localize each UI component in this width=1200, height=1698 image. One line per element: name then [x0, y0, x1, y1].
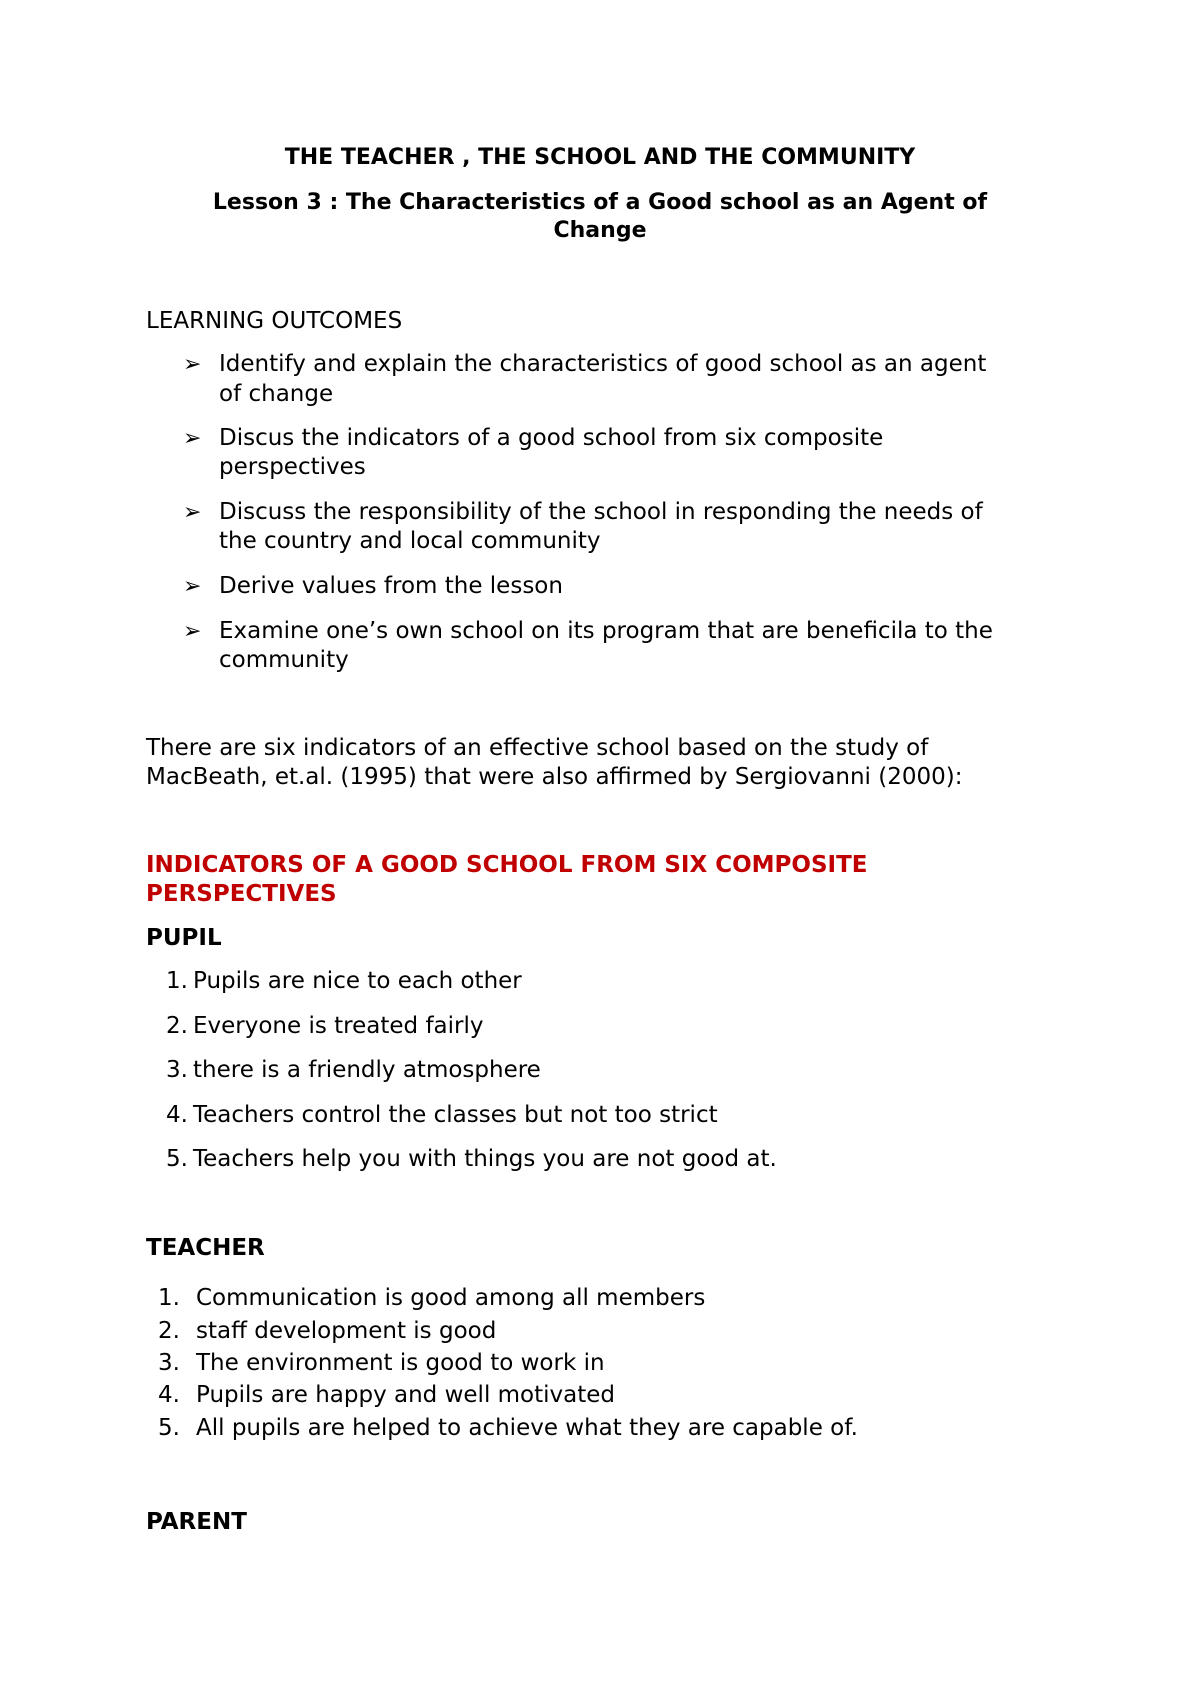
- outcome-text-cont: the country and local community: [219, 528, 601, 554]
- item-number: 2.: [158, 1318, 180, 1344]
- outcome-text-cont: of change: [219, 381, 334, 407]
- outcome-text-cont: perspectives: [219, 454, 366, 480]
- item-number: 1.: [158, 1285, 180, 1311]
- item-text: Pupils are happy and well motivated: [196, 1382, 616, 1408]
- item-number: 3.: [166, 1057, 188, 1083]
- item-text: All pupils are helped to achieve what they are capable of.: [196, 1415, 858, 1441]
- item-number: 5.: [158, 1415, 180, 1441]
- outcome-text: Identify and explain the characteristics of good school as an agent: [219, 351, 987, 377]
- document-title: THE TEACHER , THE SCHOOL AND THE COMMUNITY: [284, 145, 916, 170]
- indicators-heading-line1: INDICATORS OF A GOOD SCHOOL FROM SIX COMPOSITE: [146, 852, 868, 878]
- lesson-title-line1: Lesson 3 : The Characteristics of a Good school as an Agent of: [212, 190, 988, 215]
- item-number: 4.: [166, 1102, 188, 1128]
- pupil-heading: PUPIL: [146, 925, 222, 951]
- outcome-text: Derive values from the lesson: [219, 573, 563, 599]
- arrow-bullet-icon: ➢: [183, 426, 202, 451]
- lesson-title-line2: Change: [553, 218, 647, 243]
- indicators-heading-line2: PERSPECTIVES: [146, 881, 337, 907]
- intro-paragraph-line1: There are six indicators of an effective school based on the study of: [146, 735, 929, 761]
- item-number: 5.: [166, 1146, 188, 1172]
- learning-outcomes-heading: LEARNING OUTCOMES: [146, 308, 403, 334]
- item-text: Communication is good among all members: [196, 1285, 706, 1311]
- arrow-bullet-icon: ➢: [183, 352, 202, 377]
- parent-heading: PARENT: [146, 1509, 247, 1535]
- item-text: Pupils are nice to each other: [193, 968, 522, 994]
- outcome-text: Discuss the responsibility of the school in responding the needs of: [219, 499, 983, 525]
- intro-paragraph-line2: MacBeath, et.al. (1995) that were also affirmed by Sergiovanni (2000):: [146, 764, 963, 790]
- item-text: Teachers control the classes but not too strict: [193, 1102, 718, 1128]
- item-number: 1.: [166, 968, 188, 994]
- item-text: staff development is good: [196, 1318, 497, 1344]
- item-number: 2.: [166, 1013, 188, 1039]
- outcome-text: Examine one’s own school on its program that are beneficila to the: [219, 618, 993, 644]
- item-text: The environment is good to work in: [196, 1350, 605, 1376]
- item-text: Everyone is treated fairly: [193, 1013, 484, 1039]
- arrow-bullet-icon: ➢: [183, 574, 202, 599]
- teacher-heading: TEACHER: [146, 1235, 265, 1261]
- arrow-bullet-icon: ➢: [183, 619, 202, 644]
- outcome-text: Discus the indicators of a good school from six composite: [219, 425, 884, 451]
- item-number: 4.: [158, 1382, 180, 1408]
- outcome-text-cont: community: [219, 647, 349, 673]
- item-number: 3.: [158, 1350, 180, 1376]
- arrow-bullet-icon: ➢: [183, 500, 202, 525]
- item-text: Teachers help you with things you are not good at.: [193, 1146, 777, 1172]
- item-text: there is a friendly atmosphere: [193, 1057, 541, 1083]
